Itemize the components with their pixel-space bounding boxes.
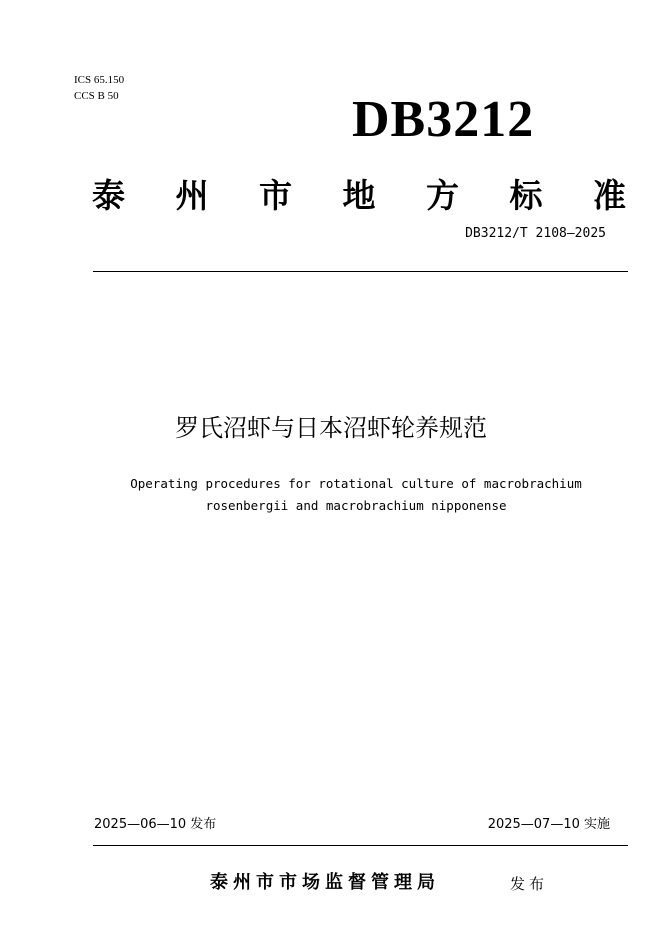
title-char: 泰: [92, 176, 125, 215]
bottom-divider: [93, 845, 628, 846]
issue-date: 2025—06—10 发布: [94, 817, 217, 832]
title-char: 市: [259, 176, 292, 215]
issued-label: 发布: [510, 875, 549, 893]
implementation-date: 2025—07—10 实施: [487, 817, 610, 832]
standard-number: DB3212/T 2108—2025: [465, 226, 606, 241]
document-title-cn: 罗氏沼虾与日本沼虾轮养规范: [175, 414, 487, 442]
ics-code: ICS 65.150: [74, 74, 125, 86]
classification-block: [74, 72, 124, 104]
issuing-authority: 泰州市市场监督管理局: [210, 872, 440, 893]
title-char: 地: [342, 176, 376, 215]
title-char: 准: [593, 176, 626, 215]
standard-category-title: [92, 174, 626, 218]
standard-code: DB3212: [352, 91, 535, 148]
title-char: 方: [426, 176, 459, 215]
document-title-en-line2: rosenbergii and macrobrachium nipponense: [205, 498, 507, 513]
top-divider: [93, 271, 628, 272]
document-title-en: [0, 473, 662, 517]
document-title-en-line1: Operating procedures for rotational culture of macrobrachium: [130, 476, 582, 491]
title-char: 州: [175, 176, 209, 215]
title-char: 标: [509, 176, 543, 215]
ccs-code: CCS B 50: [74, 90, 119, 102]
